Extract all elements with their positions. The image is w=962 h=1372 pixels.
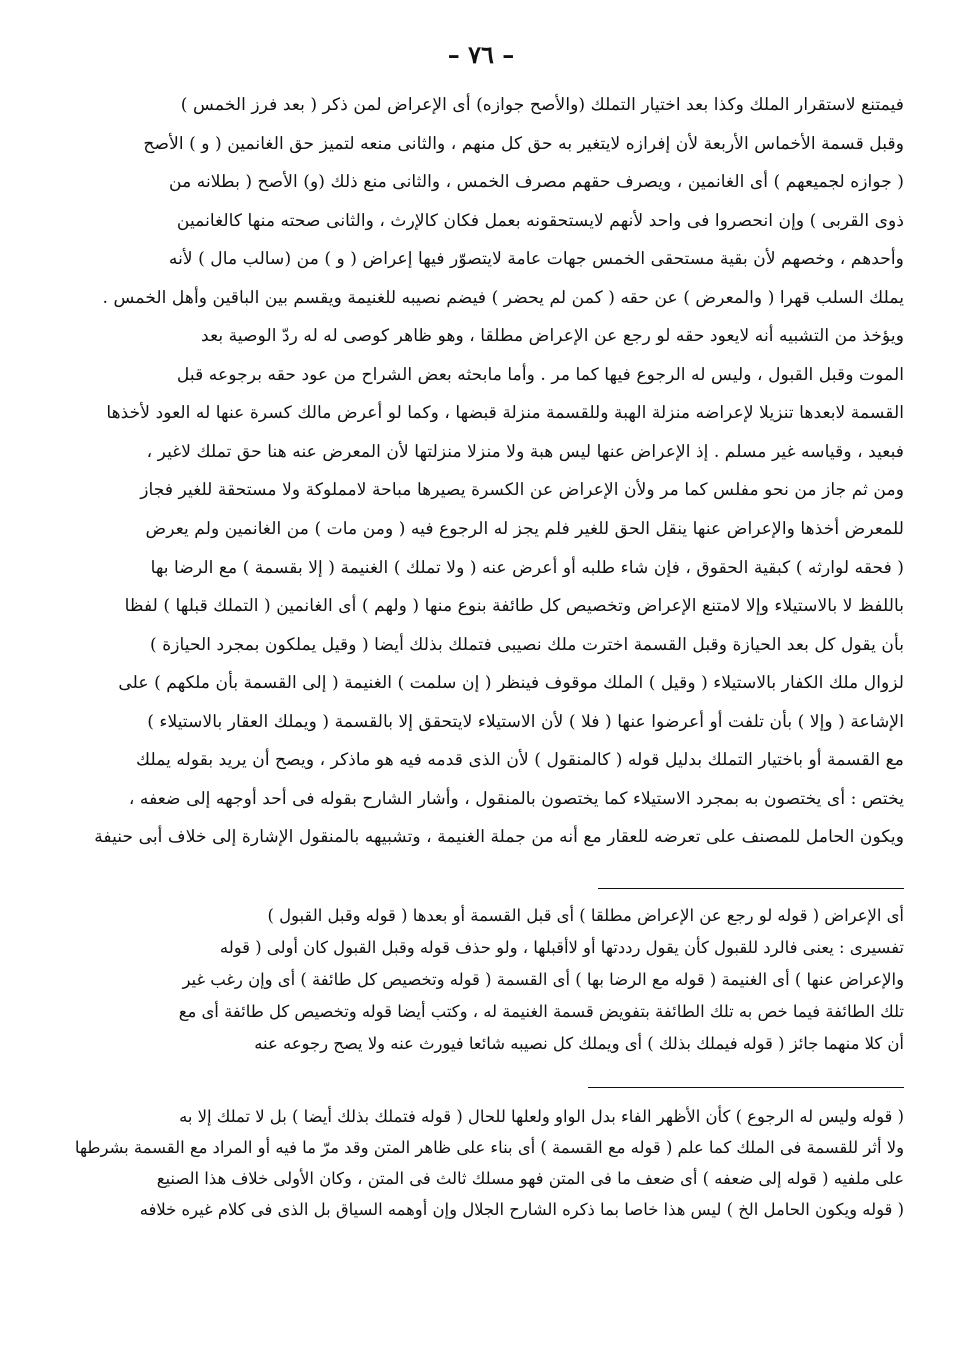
text-line: ومن ثم جاز من نحو مفلس كما مر ولأن الإعراض عن الكسرة يصيرها مباحة لامملوكة ولا مستحقة للغير فجاز (140, 480, 904, 501)
text-line: مع القسمة أو باختيار التملك بدليل قوله ( كالمنقول ) لأن الذى قدمه فيه هو ماذكر ، ويصح أن يريد بقوله يملك (136, 750, 904, 771)
footnote-line: تلك الطائفة فيما خص به تلك الطائفة بتفويض قسمة الغنيمة له ، وكتب أيضا قوله وتخصيص كل طائفة أى مع (178, 1002, 904, 1021)
footnote-line: على ملفيه ( قوله إلى ضعفه ) أى ضعف ما فى المتن فهو مسلك ثالث فى المتن ، وكان الأولى خلاف هذا الصنيع (156, 1169, 904, 1188)
text-line: ويكون الحامل للمصنف على تعرضه للعقار مع أنه من جملة الغنيمة ، وتشبيهه بالمنقول الإشارة إلى خلاف أبى حنيفة (94, 827, 904, 848)
text-line: يملك السلب قهرا ( والمعرض ) عن حقه ( كمن لم يحضر ) فيضم نصيبه للغنيمة ويقسم بين الباقين وأهل الخمس . (102, 287, 904, 308)
main-text (62, 86, 904, 857)
footnote-line: ( قوله ويكون الحامل الخ ) ليس هذا خاصا بما ذكره الشارح الجلال وإن أوهمه السياق بل الذى فى كلام غيره خلافه (139, 1200, 904, 1219)
footnote-divider (588, 1087, 904, 1088)
text-line: الإشاعة ( وإلا ) بأن تلفت أو أعرضوا عنها ( فلا ) لأن الاستيلاء لايتحقق إلا بالقسمة ( ويملك العقار بالاستيلاء ) (147, 711, 904, 732)
footnote-block-1 (62, 900, 904, 1060)
footnote-line: تفسيرى : يعنى فالرد للقبول كأن يقول رددتها أو لاأقبلها ، ولو حذف قوله وقبل القبول كان أولى ( قوله (219, 938, 904, 957)
text-line: ( فحقه لوارثه ) كبقية الحقوق ، فإن شاء طلبه أو أعرض عنه ( ولا تملك ) الغنيمة ( إلا بقسمة ) مع الرضا بها (150, 557, 904, 578)
text-line: باللفظ لا بالاستيلاء وإلا لامتنع الإعراض وتخصيص كل طائفة بنوع منها ( ولهم ) أى الغانمين ( التملك قبلها ) لفظا (124, 596, 904, 617)
footnote-line: والإعراض عنها ) أى الغنيمة ( قوله مع الرضا بها ) أى القسمة ( قوله وتخصيص كل طائفة ) أى وإن رغب غير (182, 970, 904, 989)
text-line: يختص : أى يختصون به بمجرد الاستيلاء كما يختصون بالمنقول ، وأشار الشارح بقوله فى أحد أوجهه إلى ضعفه ، (128, 788, 904, 809)
text-line: فبعيد ، وقياسه غير مسلم . إذ الإعراض عنها ليس هبة ولا منزلا منزلتها لأن المعرض عنه هنا حق تملك لاغير ، (146, 441, 904, 462)
text-line: الموت وقبل القبول ، وليس له الرجوع فيها كما مر . وأما مابحثه بعض الشراح من عود حقه برجوعه قبل (176, 364, 904, 385)
text-line: ذوى القربى ) وإن انحصروا فى واحد لأنهم لايستحقونه بعمل فكان كالإرث ، والثانى صحته منها كالغانمين (176, 210, 904, 231)
footnote-line: أى الإعراض ( قوله لو رجع عن الإعراض مطلقا ) أى قبل القسمة أو بعدها ( قوله وقبل القبول ) (267, 906, 904, 925)
text-line: وقبل قسمة الأخماس الأربعة لأن إفرازه لايتغير به حق كل منهم ، والثانى منعه لتميز حق الغانمين ( و ) الأصح (143, 133, 904, 154)
text-line: لزوال ملك الكفار بالاستيلاء ( وقيل ) الملك موقوف فينظر ( إن سلمت ) الغنيمة ( إلى القسمة بأن ملكهم ) على (118, 673, 904, 694)
page-number: – ٧٦ – (447, 40, 515, 69)
text-line: فيمتنع لاستقرار الملك وكذا بعد اختيار التملك (والأصح جوازه) أى الإعراض لمن ذكر ( بعد فرز الخمس ) (180, 95, 904, 115)
text-line: بأن يقول كل بعد الحيازة وقبل القسمة اخترت ملك نصيبى فتملك بذلك أيضا ( وقيل يملكون بمجرد الحيازة ) (150, 634, 904, 655)
text-line: ( جوازه لجميعهم ) أى الغانمين ، ويصرف حقهم مصرف الخمس ، والثانى منع ذلك (و) الأصح ( بطلانه من (169, 172, 904, 193)
footnote-line: ( قوله وليس له الرجوع ) كأن الأظهر الفاء بدل الواو ولعلها للحال ( قوله فتملك بذلك أيضا ) بل لا تملك إلا به (179, 1107, 904, 1126)
text-line: ويؤخذ من التشبيه أنه لايعود حقه لو رجع عن الإعراض مطلقا ، وهو ظاهر كوصى له له ردّ الوصية بعد (201, 326, 904, 347)
footnote-divider (598, 888, 904, 889)
text-line: للمعرض أخذها والإعراض عنها ينقل الحق للغير فلم يجز له الرجوع فيه ( ومن مات ) من الغانمين ولم يعرض (145, 519, 904, 540)
footnote-line: ولا أثر للقسمة فى الملك كما علم ( قوله مع القسمة ) أى بناء على ظاهر المتن وقد مرّ ما فيه أو المراد مع القسمة بشرطها (74, 1138, 904, 1157)
text-line: القسمة لابعدها تنزيلا لإعراضه منزلة الهبة وللقسمة منزلة قبضها ، وكما لو أعرض مالك كسرة عنها له العود لأخذها (106, 403, 904, 424)
footnote-block-2 (62, 1101, 904, 1225)
text-line: وأحدهم ، وخصهم لأن بقية مستحقى الخمس جهات عامة لايتصوّر فيها إعراض ( و ) من (سالب مال ) لأنه (168, 249, 904, 270)
footnote-line: أن كلا منهما جائز ( قوله فيملك بذلك ) أى ويملك كل نصيبه شائعا فيورث عنه ولا يصح رجوعه عنه (254, 1034, 904, 1053)
